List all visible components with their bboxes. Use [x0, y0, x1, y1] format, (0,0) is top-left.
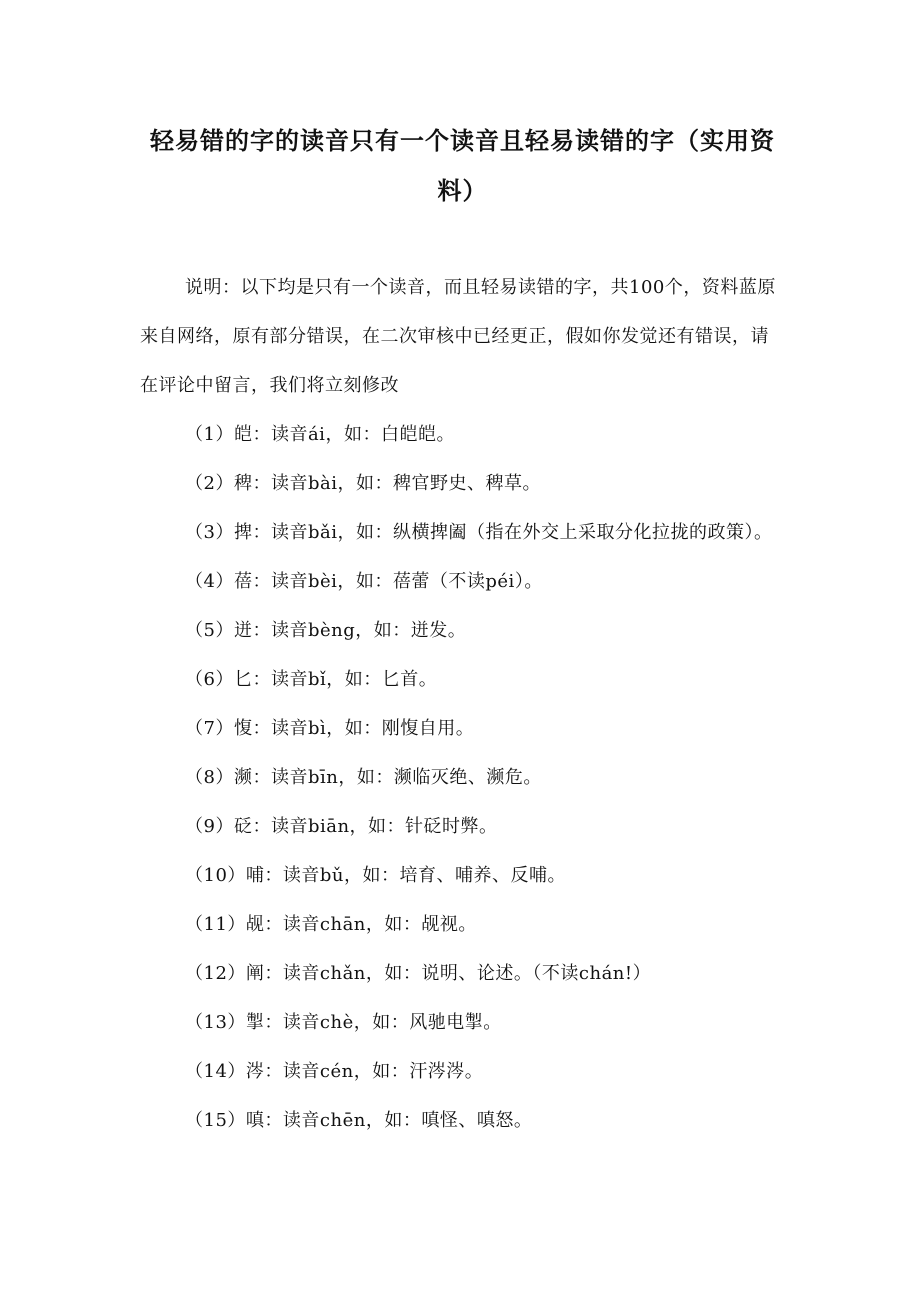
list-item: （2）稗：读音bài，如：稗官野史、稗草。 [185, 473, 541, 494]
document-body [140, 263, 785, 1145]
list-item: （11）觇：读音chān，如：觇视。 [185, 914, 477, 935]
list-item: （13）掣：读音chè，如：风驰电掣。 [185, 1012, 502, 1033]
intro-paragraph: 说明：以下均是只有一个读音，而且轻易读错的字，共100个，资料蓝原来自网络，原有部分错误，在二次审核中已经更正，假如你发觉还有错误，请在评论中留言，我们将立刻修改 [140, 277, 776, 396]
list-item: （3）捭：读音bǎi，如：纵横捭阖（指在外交上采取分化拉拢的政策）。 [185, 522, 773, 543]
list-item: （15）嗔：读音chēn，如：嗔怪、嗔怒。 [185, 1110, 533, 1131]
list-item: （10）哺：读音bǔ，如：培育、哺养、反哺。 [185, 865, 567, 886]
list-item: （8）濒：读音bīn，如：濒临灭绝、濒危。 [185, 767, 542, 788]
document-title: 轻易错的字的读音只有一个读音且轻易读错的字（实用资料） [150, 127, 775, 205]
list-item: （6）匕：读音bǐ，如：匕首。 [185, 669, 438, 690]
list-item: （5）迸：读音bèng，如：迸发。 [185, 620, 467, 641]
list-item: （12）阐：读音chǎn，如：说明、论述。（不读chán!） [185, 963, 652, 984]
list-item: （9）砭：读音biān，如：针砭时弊。 [185, 816, 498, 837]
list-item: （7）愎：读音bì，如：刚愎自用。 [185, 718, 475, 739]
list-item: （1）皑：读音ái，如：白皑皑。 [185, 424, 455, 445]
list-item: （4）蓓：读音bèi，如：蓓蕾（不读péi）。 [185, 571, 543, 592]
list-item: （14）涔：读音cén，如：汗涔涔。 [185, 1061, 484, 1082]
